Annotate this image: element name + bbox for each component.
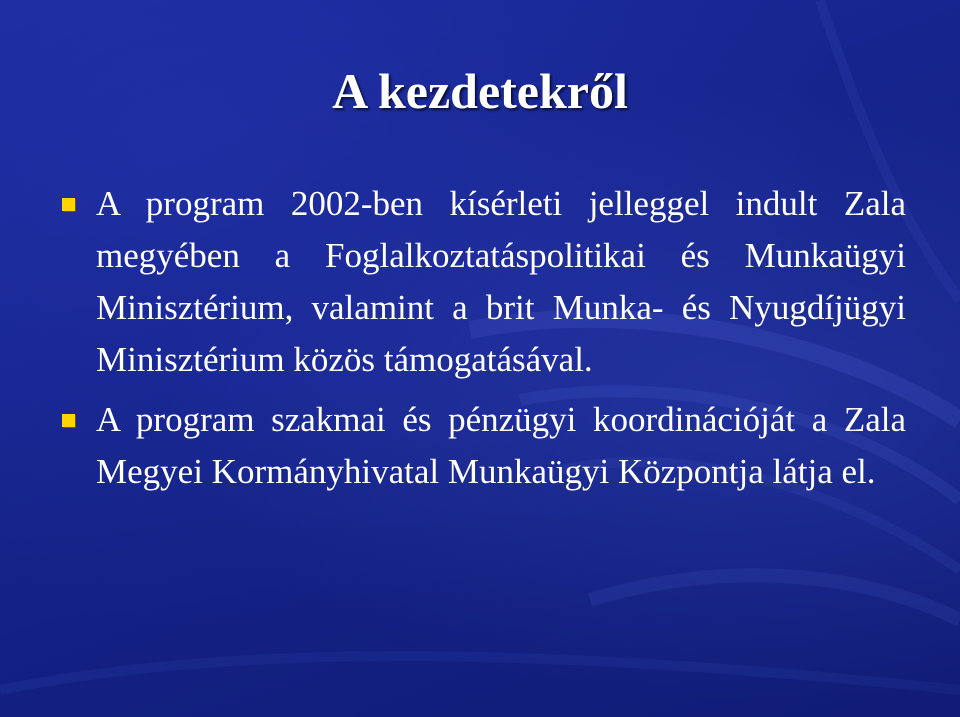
square-bullet-icon: [62, 414, 75, 427]
swoosh-arc-4: [590, 575, 960, 620]
bullet-list: [60, 178, 906, 498]
bullet-text: A program szakmai és pénzügyi koordinációját a Zala Megyei Kormányhivatal Munkaügyi Központja látja el.: [96, 400, 906, 491]
swoosh-arc-5: [0, 656, 960, 690]
bullet-item: [60, 394, 906, 498]
square-bullet-icon: [62, 198, 75, 211]
bullet-text: A program 2002-ben kísérleti jelleggel indult Zala megyében a Foglalkoztatáspolitikai és Munkaügyi Minisztérium, valamint a brit Munka- és Nyugdíjügyi Minisztérium közös támogatásával.: [96, 184, 906, 379]
slide-title: A kezdetekről: [332, 63, 628, 119]
bullet-item: [60, 178, 906, 386]
